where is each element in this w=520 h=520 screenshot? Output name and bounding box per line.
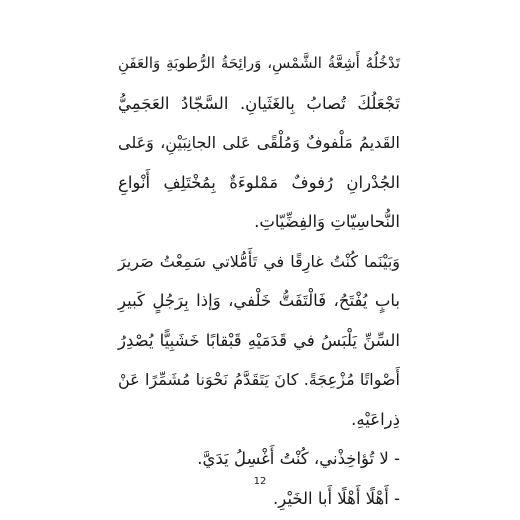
text-line-1: تَدْخُلُهُ أَشِعَّةُ الشَّمْسِ، وَرائِحَةُ الرُّطوبَةِ وَالعَفَنِ: [118, 54, 400, 72]
dialogue-line-1: - لا تُؤاخِذْني، كُنْتُ أَغْسِلُ يَدَيَّ.: [197, 449, 400, 468]
text-line-5: النُّحاسِيّاتِ وَالفِضِّيّاتِ.: [254, 212, 400, 231]
page-number: 12: [253, 476, 267, 487]
text-line-2: تَجْعَلُكَ تُصابُ بِالغَثَيانِ. السَّجّادُ العَجَمِيُّ: [118, 93, 400, 113]
body-text: [118, 44, 400, 518]
text-line-4: الجُدْرانِ رُفوفٌ مَمْلوءَةٌ بِمُخْتَلِفِ أَنْواعِ: [118, 172, 400, 192]
text-line-6: وَبَيْنَما كُنْتُ غارِقًا في تَأَمُّلاتي سَمِعْتُ صَريرَ: [118, 251, 400, 271]
text-line-10: ذِراعَيْهِ.: [351, 409, 400, 429]
text-line-7: بابٍ يُفْتَحُ، فَالْتَفَتُّ خَلْفي، وَإذا بِرَجُلٍ كَبيرِ: [118, 291, 400, 310]
text-line-8: السِّنِّ يَلْبَسُ في قَدَمَيْهِ قَبْقابًا خَشَبِيًّا يُصْدِرُ: [118, 330, 400, 350]
text-line-9: أَصْواتًا مُزْعِجَةً. كانَ يَتَقَدَّمُ نَحْوَنا مُشَمِّرًا عَنْ: [118, 370, 400, 389]
dialogue-line-2: - أَهْلًا أَهْلًا أَبا الخَيْرِ.: [273, 488, 400, 508]
text-line-3: القَديمُ مَلْفوفٌ وَمُلْقًى عَلى الجانِبَيْنِ، وَعَلى: [118, 133, 400, 152]
